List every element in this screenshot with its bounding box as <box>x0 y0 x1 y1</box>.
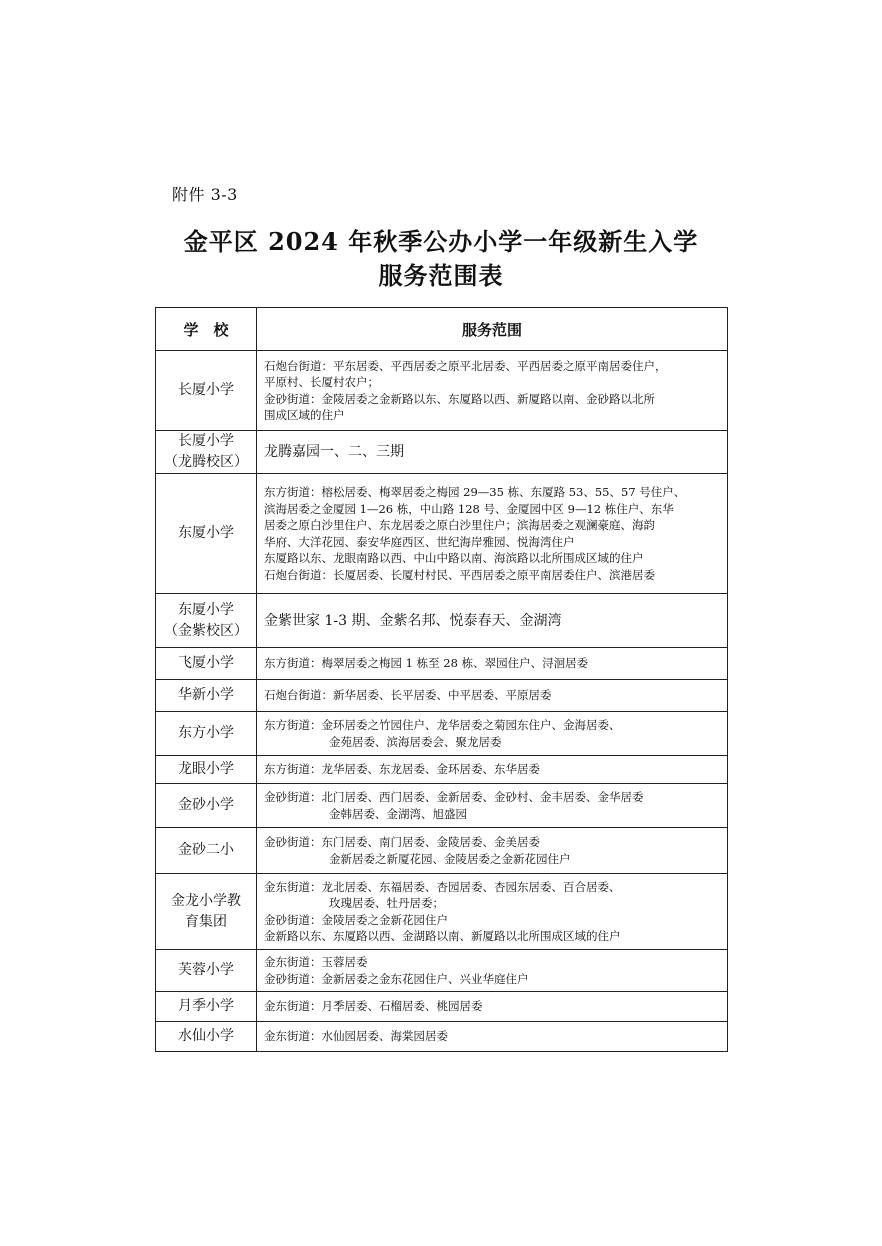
school-name-line: 芙蓉小学 <box>178 962 234 978</box>
scope-line: 滨海居委之金厦园 1—26 栋，中山路 128 号、金厦园中区 9—12 栋住户、东华 <box>264 501 674 516</box>
school-name-line: 东厦小学 <box>178 525 234 541</box>
school-name-cell <box>156 594 257 648</box>
scope-line: 金韩居委、金湖湾、旭盛园 <box>329 806 467 821</box>
table-row <box>156 828 728 874</box>
table-row <box>156 431 728 474</box>
table-row <box>156 950 728 992</box>
school-name-cell <box>156 680 257 712</box>
attachment-label: 附件 3-3 <box>172 185 238 204</box>
table-row <box>156 784 728 828</box>
scope-line: 金东街道：龙北居委、东福居委、杏园居委、杏园东居委、百合居委、 <box>264 879 621 894</box>
scope-line: 东方街道：梅翠居委之梅园 1 栋至 28 栋、翠园住户、浔洄居委 <box>264 656 589 671</box>
scope-line: 居委之原白沙里住户、东龙居委之原白沙里住户；滨海居委之观澜豪庭、海韵 <box>264 518 655 532</box>
school-name-line: 华新小学 <box>178 687 234 703</box>
school-name-line: 水仙小学 <box>178 1028 234 1044</box>
scope-line: 平原村、长厦村农户； <box>264 375 379 389</box>
scope-line: 围成区域的住户 <box>264 408 345 422</box>
school-name-cell <box>156 474 257 594</box>
scope-line: 石炮台街道：平东居委、平西居委之原平北居委、平西居委之原平南居委住户， <box>264 358 667 373</box>
school-name-cell <box>156 712 257 756</box>
school-name-cell <box>156 828 257 874</box>
service-scope-cell <box>257 992 728 1022</box>
table-row <box>156 756 728 784</box>
school-name-line: 东方小学 <box>178 725 234 741</box>
school-name-cell <box>156 992 257 1022</box>
service-scope-cell <box>257 828 728 874</box>
scope-line: 金新居委之新厦花园、金陵居委之金新花园住户 <box>329 851 571 866</box>
scope-line: 龙腾嘉园一、二、三期 <box>264 444 404 460</box>
table-row <box>156 680 728 712</box>
scope-line: 东方街道：金环居委之竹园住户、龙华居委之菊园东住户、金海居委、 <box>264 718 621 732</box>
school-name-line: 东厦小学 <box>178 601 234 618</box>
school-name-line: 月季小学 <box>178 998 234 1014</box>
school-name-line: 长厦小学 <box>178 433 234 449</box>
school-name-line: 金龙小学教 <box>171 892 241 909</box>
scope-line: 金东街道：水仙园居委、海棠园居委 <box>264 1029 448 1044</box>
table-row <box>156 712 728 756</box>
scope-line: 金砂街道：金新居委之金东花园住户、兴业华庭住户 <box>264 971 529 986</box>
table-header-row <box>156 308 728 351</box>
school-name-line: （龙腾校区） <box>164 454 248 470</box>
header-school: 学 校 <box>156 308 257 351</box>
service-scope-cell <box>257 712 728 756</box>
school-name-line: 金砂小学 <box>178 797 234 813</box>
service-scope-cell <box>257 648 728 680</box>
service-scope-cell <box>257 784 728 828</box>
scope-line: 东方街道：龙华居委、东龙居委、金环居委、东华居委 <box>264 762 540 777</box>
scope-line: 金紫世家 1-3 期、金紫名邦、悦泰春天、金湖湾 <box>264 612 562 629</box>
scope-line: 金东街道：月季居委、石榴居委、桃园居委 <box>264 999 483 1014</box>
service-scope-cell <box>257 950 728 992</box>
scope-line: 金砂街道：金陵居委之金新花园住户 <box>264 912 448 927</box>
scope-line: 石炮台街道：新华居委、长平居委、中平居委、平原居委 <box>264 688 552 703</box>
school-name-line: 金砂二小 <box>178 842 234 858</box>
document-title-line1: 金平区 2024 年秋季公办小学一年级新生入学 <box>183 227 699 256</box>
school-name-line: 长厦小学 <box>178 382 234 398</box>
service-scope-cell <box>257 431 728 474</box>
scope-line: 金砂街道：金陵居委之金新路以东、东厦路以西、新厦路以南、金砂路以北所 <box>264 391 655 406</box>
table-row <box>156 648 728 680</box>
table-row <box>156 992 728 1022</box>
table-row <box>156 474 728 594</box>
school-name-cell <box>156 431 257 474</box>
school-name-line: 飞厦小学 <box>178 655 234 671</box>
scope-line: 金苑居委、滨海居委会、聚龙居委 <box>329 734 502 749</box>
school-name-line: 育集团 <box>185 913 227 930</box>
school-name-cell <box>156 648 257 680</box>
service-scope-cell <box>257 680 728 712</box>
scope-line: 金砂街道：北门居委、西门居委、金新居委、金砂村、金丰居委、金华居委 <box>264 790 644 804</box>
service-scope-cell <box>257 351 728 431</box>
scope-line: 金砂街道：东门居委、南门居委、金陵居委、金美居委 <box>264 835 540 849</box>
scope-line: 东厦路以东、龙眼南路以西、中山中路以南、海滨路以北所围成区域的住户 <box>264 551 644 565</box>
school-name-cell <box>156 351 257 431</box>
table-row <box>156 1022 728 1052</box>
school-name-cell <box>156 756 257 784</box>
scope-line: 东方街道：榕松居委、梅翠居委之梅园 29—35 栋、东厦路 53、55、57 号住户、 <box>264 485 686 499</box>
document-title-line2: 服务范围表 <box>378 261 504 290</box>
service-scope-cell <box>257 874 728 950</box>
table-row <box>156 594 728 648</box>
service-scope-cell <box>257 594 728 648</box>
scope-line: 石炮台街道：长厦居委、长厦村村民、平西居委之原平南居委住户、滨港居委 <box>264 567 655 582</box>
header-scope: 服务范围 <box>257 308 728 351</box>
service-scope-cell <box>257 1022 728 1052</box>
table-row <box>156 874 728 950</box>
service-scope-cell <box>257 474 728 594</box>
service-scope-cell <box>257 756 728 784</box>
table-row <box>156 351 728 431</box>
school-name-cell <box>156 950 257 992</box>
service-range-table <box>155 307 728 1052</box>
school-name-cell <box>156 874 257 950</box>
school-name-line: （金紫校区） <box>164 622 248 639</box>
scope-line: 玫瑰居委、牡丹居委； <box>329 896 444 910</box>
scope-line: 金东街道：玉蓉居委 <box>264 955 368 969</box>
school-name-cell <box>156 784 257 828</box>
school-name-line: 龙眼小学 <box>178 761 234 777</box>
school-name-cell <box>156 1022 257 1052</box>
scope-line: 华府、大洋花园、泰安华庭西区、世纪海岸雅园、悦海湾住户 <box>264 534 575 549</box>
scope-line: 金新路以东、东厦路以西、金湖路以南、新厦路以北所围成区域的住户 <box>264 929 621 943</box>
